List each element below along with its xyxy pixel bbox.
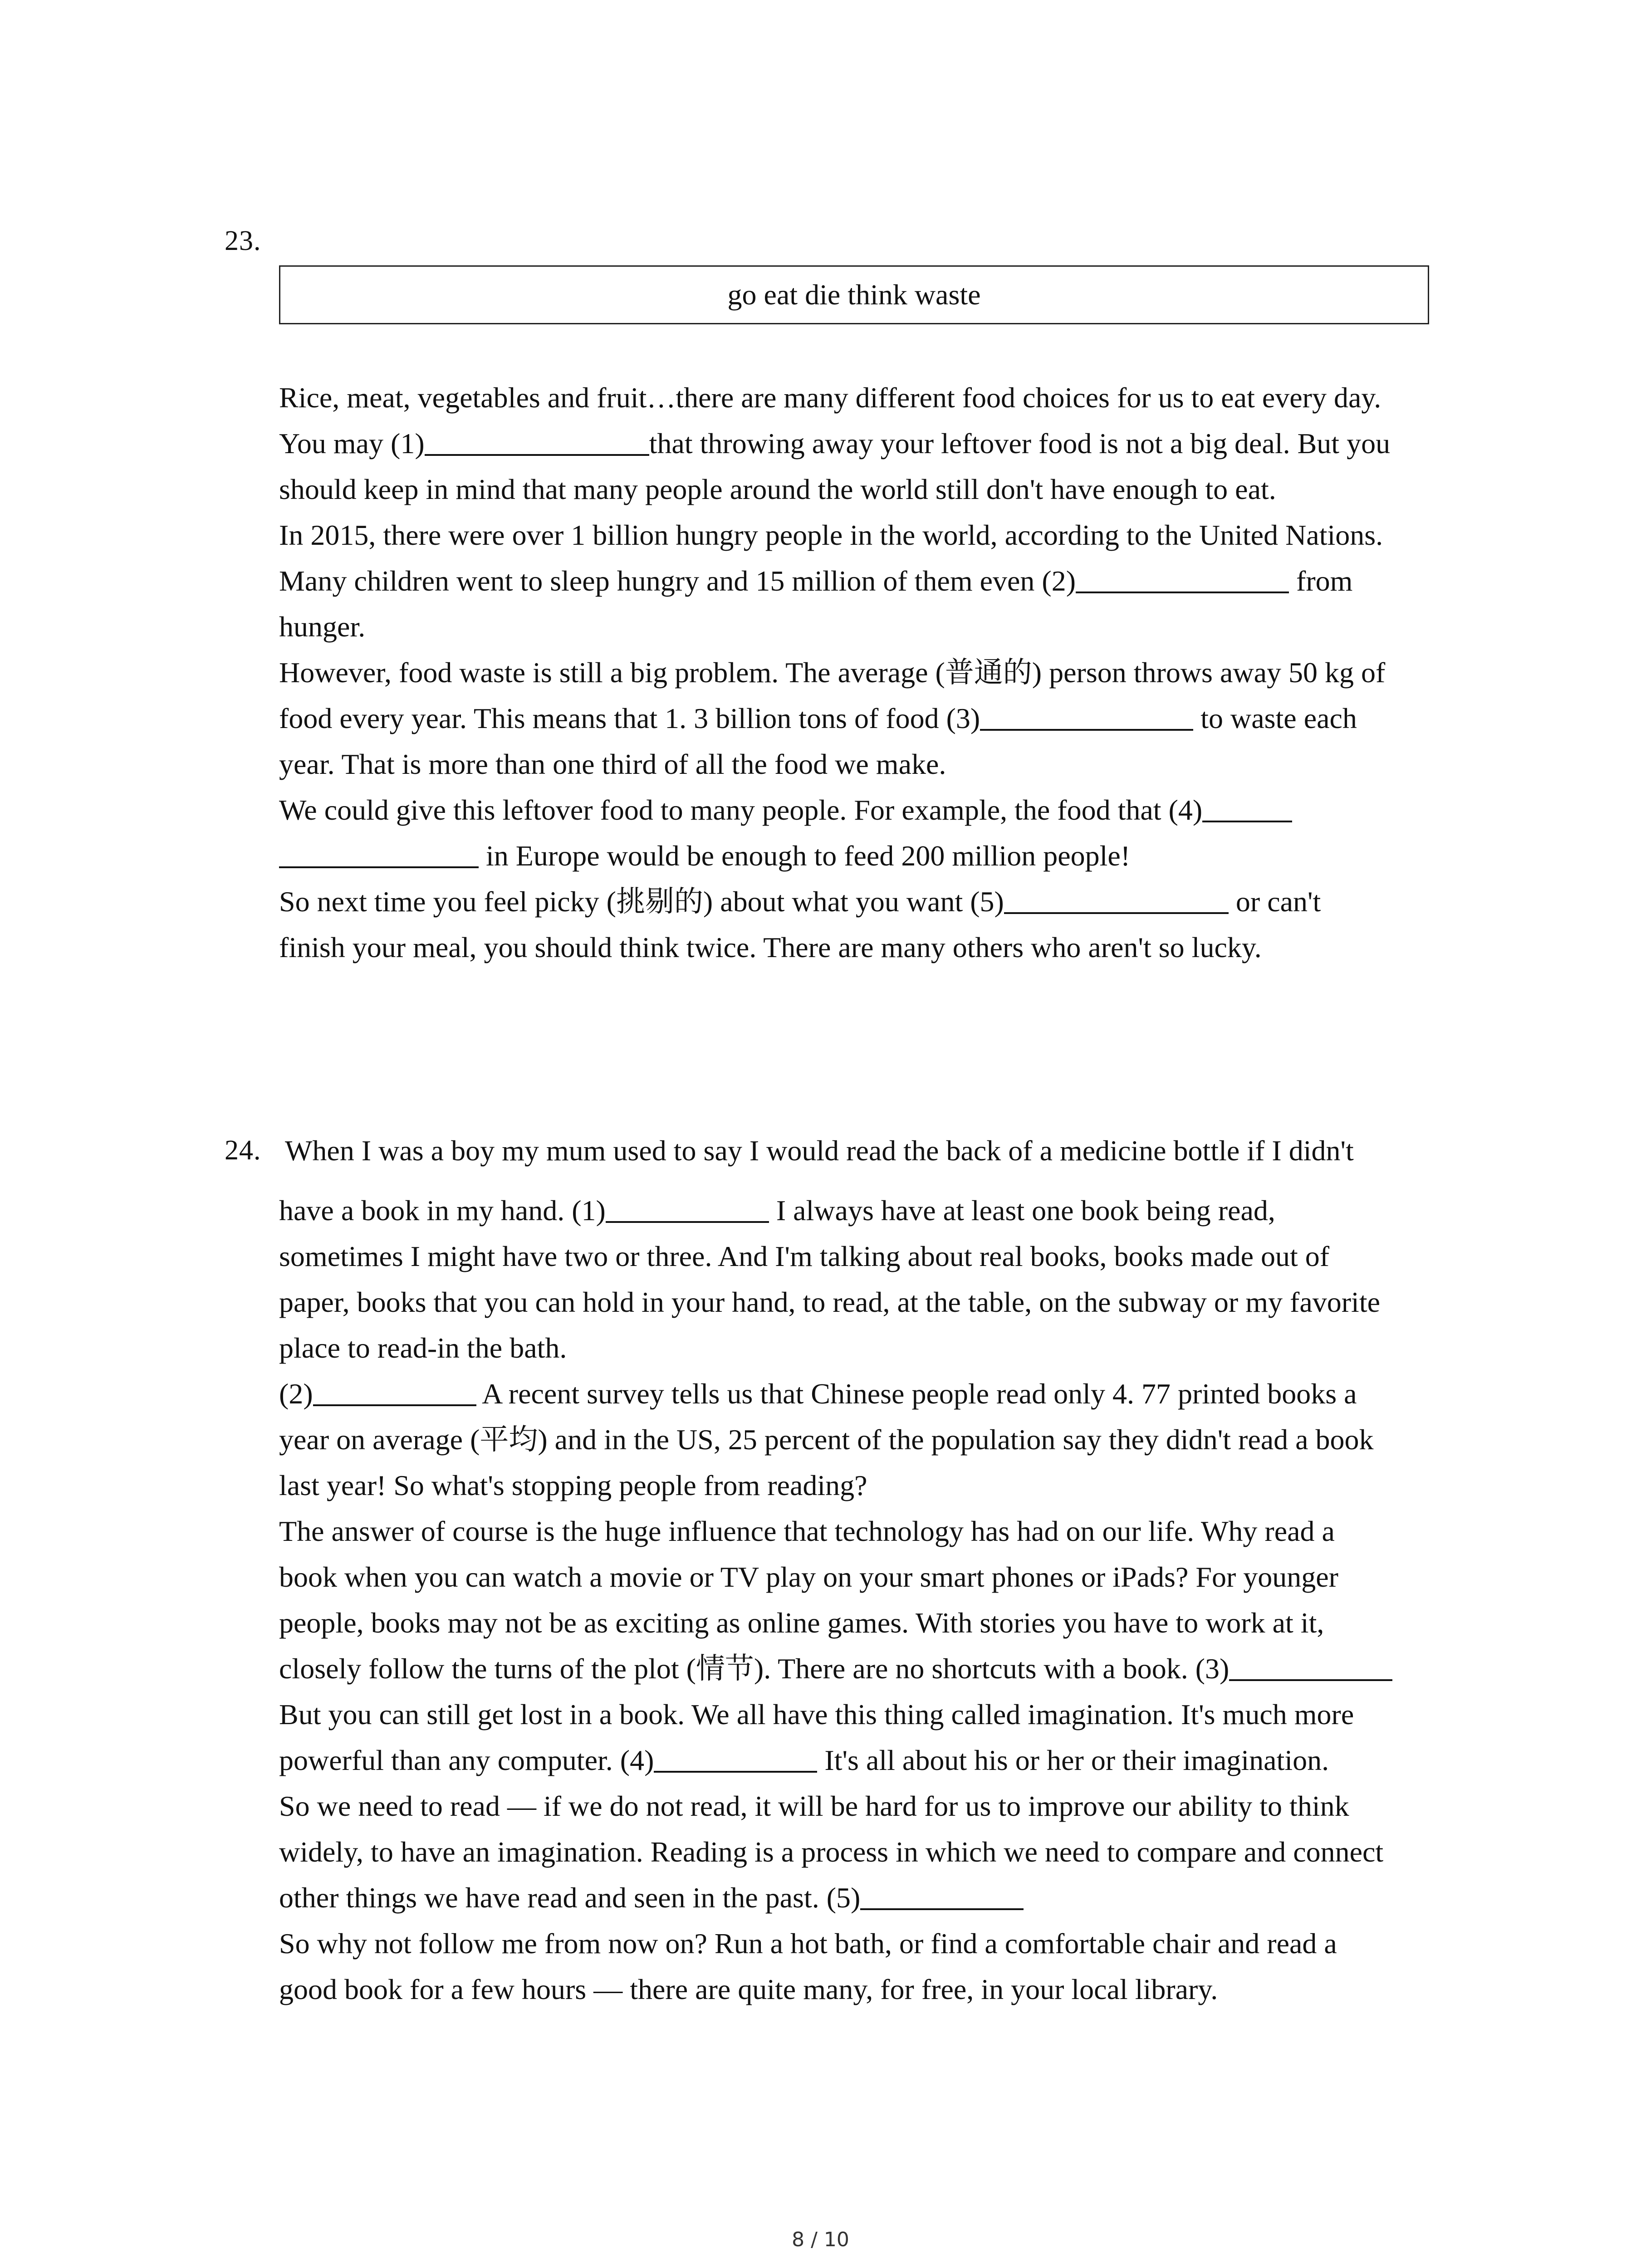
line-text: So next time you feel picky (挑剔的) about what you want (5) [279, 885, 1004, 918]
passage-line [279, 1646, 1450, 1691]
line-text: paper, books that you can hold in your hand, to read, at the table, on the subway or my favorite [279, 1286, 1380, 1318]
answer-blank-3[interactable] [1229, 1651, 1392, 1681]
passage-line [279, 1783, 1450, 1829]
answer-blank-2[interactable] [1076, 563, 1289, 593]
question-number-24: 24. [225, 1135, 261, 1166]
line-text: hunger. [279, 611, 366, 643]
passage-line [279, 466, 1450, 512]
line-text: finish your meal, you should think twice. There are many others who aren't so lucky. [279, 931, 1262, 963]
passage-line [279, 1233, 1450, 1279]
passage-line [279, 1600, 1450, 1646]
line-text: place to read-in the bath. [279, 1332, 567, 1364]
line-text: powerful than any computer. (4) [279, 1744, 654, 1776]
line-text: from [1289, 565, 1353, 597]
answer-blank-4-continued[interactable] [279, 838, 479, 868]
line-text: have a book in my hand. (1) [279, 1194, 606, 1227]
passage-line [279, 1508, 1450, 1554]
passage-line [279, 1554, 1450, 1600]
line-text: You may (1) [279, 427, 425, 459]
line-text: should keep in mind that many people around the world still don't have enough to eat. [279, 473, 1276, 505]
answer-blank-2[interactable] [313, 1376, 476, 1406]
answer-blank-4[interactable] [1202, 792, 1292, 822]
line-text: book when you can watch a movie or TV play on your smart phones or iPads? For younger [279, 1561, 1338, 1593]
question-number-23: 23. [225, 225, 261, 256]
line-text: year. That is more than one third of all the food we make. [279, 748, 946, 780]
line-text: (2) [279, 1378, 313, 1410]
passage-24-first-line: When I was a boy my mum used to say I would read the back of a medicine bottle if I didn't [285, 1134, 1354, 1167]
line-text: I always have at least one book being read, [769, 1194, 1275, 1227]
passage-line [279, 1462, 1450, 1508]
line-text: food every year. This means that 1. 3 billion tons of food (3) [279, 702, 980, 734]
line-text: In 2015, there were over 1 billion hungry people in the world, according to the United Nations. [279, 519, 1383, 551]
passage-line [279, 1188, 1450, 1233]
line-text: people, books may not be as exciting as online games. With stories you have to work at it, [279, 1607, 1324, 1639]
line-text: other things we have read and seen in the past. (5) [279, 1882, 861, 1914]
line-text: to waste each [1193, 702, 1357, 734]
answer-blank-1[interactable] [606, 1193, 769, 1223]
line-text: or can't [1228, 885, 1321, 918]
passage-line [279, 558, 1450, 604]
passage-line [279, 1691, 1450, 1737]
answer-blank-5[interactable] [1004, 884, 1229, 914]
passage-line [279, 650, 1450, 695]
line-text: So why not follow me from now on? Run a hot bath, or find a comfortable chair and read a [279, 1927, 1337, 1960]
line-text: good book for a few hours — there are quite many, for free, in your local library. [279, 1973, 1218, 2005]
passage-line [279, 1279, 1450, 1325]
line-text: that throwing away your leftover food is not a big deal. But you [649, 427, 1391, 459]
line-text: The answer of course is the huge influence that technology has had on our life. Why read a [279, 1515, 1335, 1547]
line-text: closely follow the turns of the plot (情节). There are no shortcuts with a book. (3) [279, 1652, 1230, 1685]
passage-line [279, 512, 1450, 558]
line-text: Many children went to sleep hungry and 15 million of them even (2) [279, 565, 1076, 597]
passage-line [279, 741, 1450, 787]
passage-line [279, 1921, 1450, 1966]
line-text: sometimes I might have two or three. And I'm talking about real books, books made out of [279, 1240, 1330, 1272]
passage-line [279, 879, 1450, 924]
page-number: 8 / 10 [792, 2228, 849, 2251]
passage-line [279, 1966, 1450, 2012]
passage-line [279, 1737, 1450, 1783]
answer-blank-4[interactable] [654, 1743, 817, 1773]
line-text: year on average (平均) and in the US, 25 percent of the population say they didn't read a book [279, 1423, 1374, 1456]
passage-line [279, 695, 1450, 741]
line-text: in Europe would be enough to feed 200 million people! [479, 840, 1131, 872]
passage-line [279, 604, 1450, 650]
word-bank-text: go eat die think waste [727, 279, 981, 311]
passage-line [279, 833, 1450, 879]
line-text: It's all about his or her or their imagination. [817, 1744, 1329, 1776]
line-text: But you can still get lost in a book. We all have this thing called imagination. It's much more [279, 1698, 1354, 1730]
passage-line [279, 787, 1450, 833]
line-text: So we need to read — if we do not read, it will be hard for us to improve our ability to think [279, 1790, 1349, 1822]
passage-line [279, 1417, 1450, 1462]
passage-line [279, 375, 1450, 420]
passage-line [279, 420, 1450, 466]
passage-line [279, 1325, 1450, 1371]
passage-23 [279, 375, 1450, 970]
passage-24 [279, 1188, 1450, 2012]
passage-line [279, 1875, 1450, 1921]
line-text: However, food waste is still a big problem. The average (普通的) person throws away 50 kg of [279, 656, 1386, 689]
word-bank-box [279, 265, 1429, 324]
answer-blank-5[interactable] [860, 1880, 1024, 1910]
line-text: widely, to have an imagination. Reading is a process in which we need to compare and connect [279, 1836, 1384, 1868]
line-text: A recent survey tells us that Chinese people read only 4. 77 printed books a [476, 1378, 1357, 1410]
line-text: We could give this leftover food to many people. For example, the food that (4) [279, 794, 1203, 826]
line-text: Rice, meat, vegetables and fruit…there are many different food choices for us to eat every day. [279, 381, 1381, 414]
line-text: last year! So what's stopping people from reading? [279, 1469, 867, 1501]
answer-blank-1[interactable] [425, 426, 649, 456]
passage-line [279, 1829, 1450, 1875]
passage-line [279, 1371, 1450, 1417]
passage-line [279, 924, 1450, 970]
answer-blank-3[interactable] [980, 701, 1193, 731]
